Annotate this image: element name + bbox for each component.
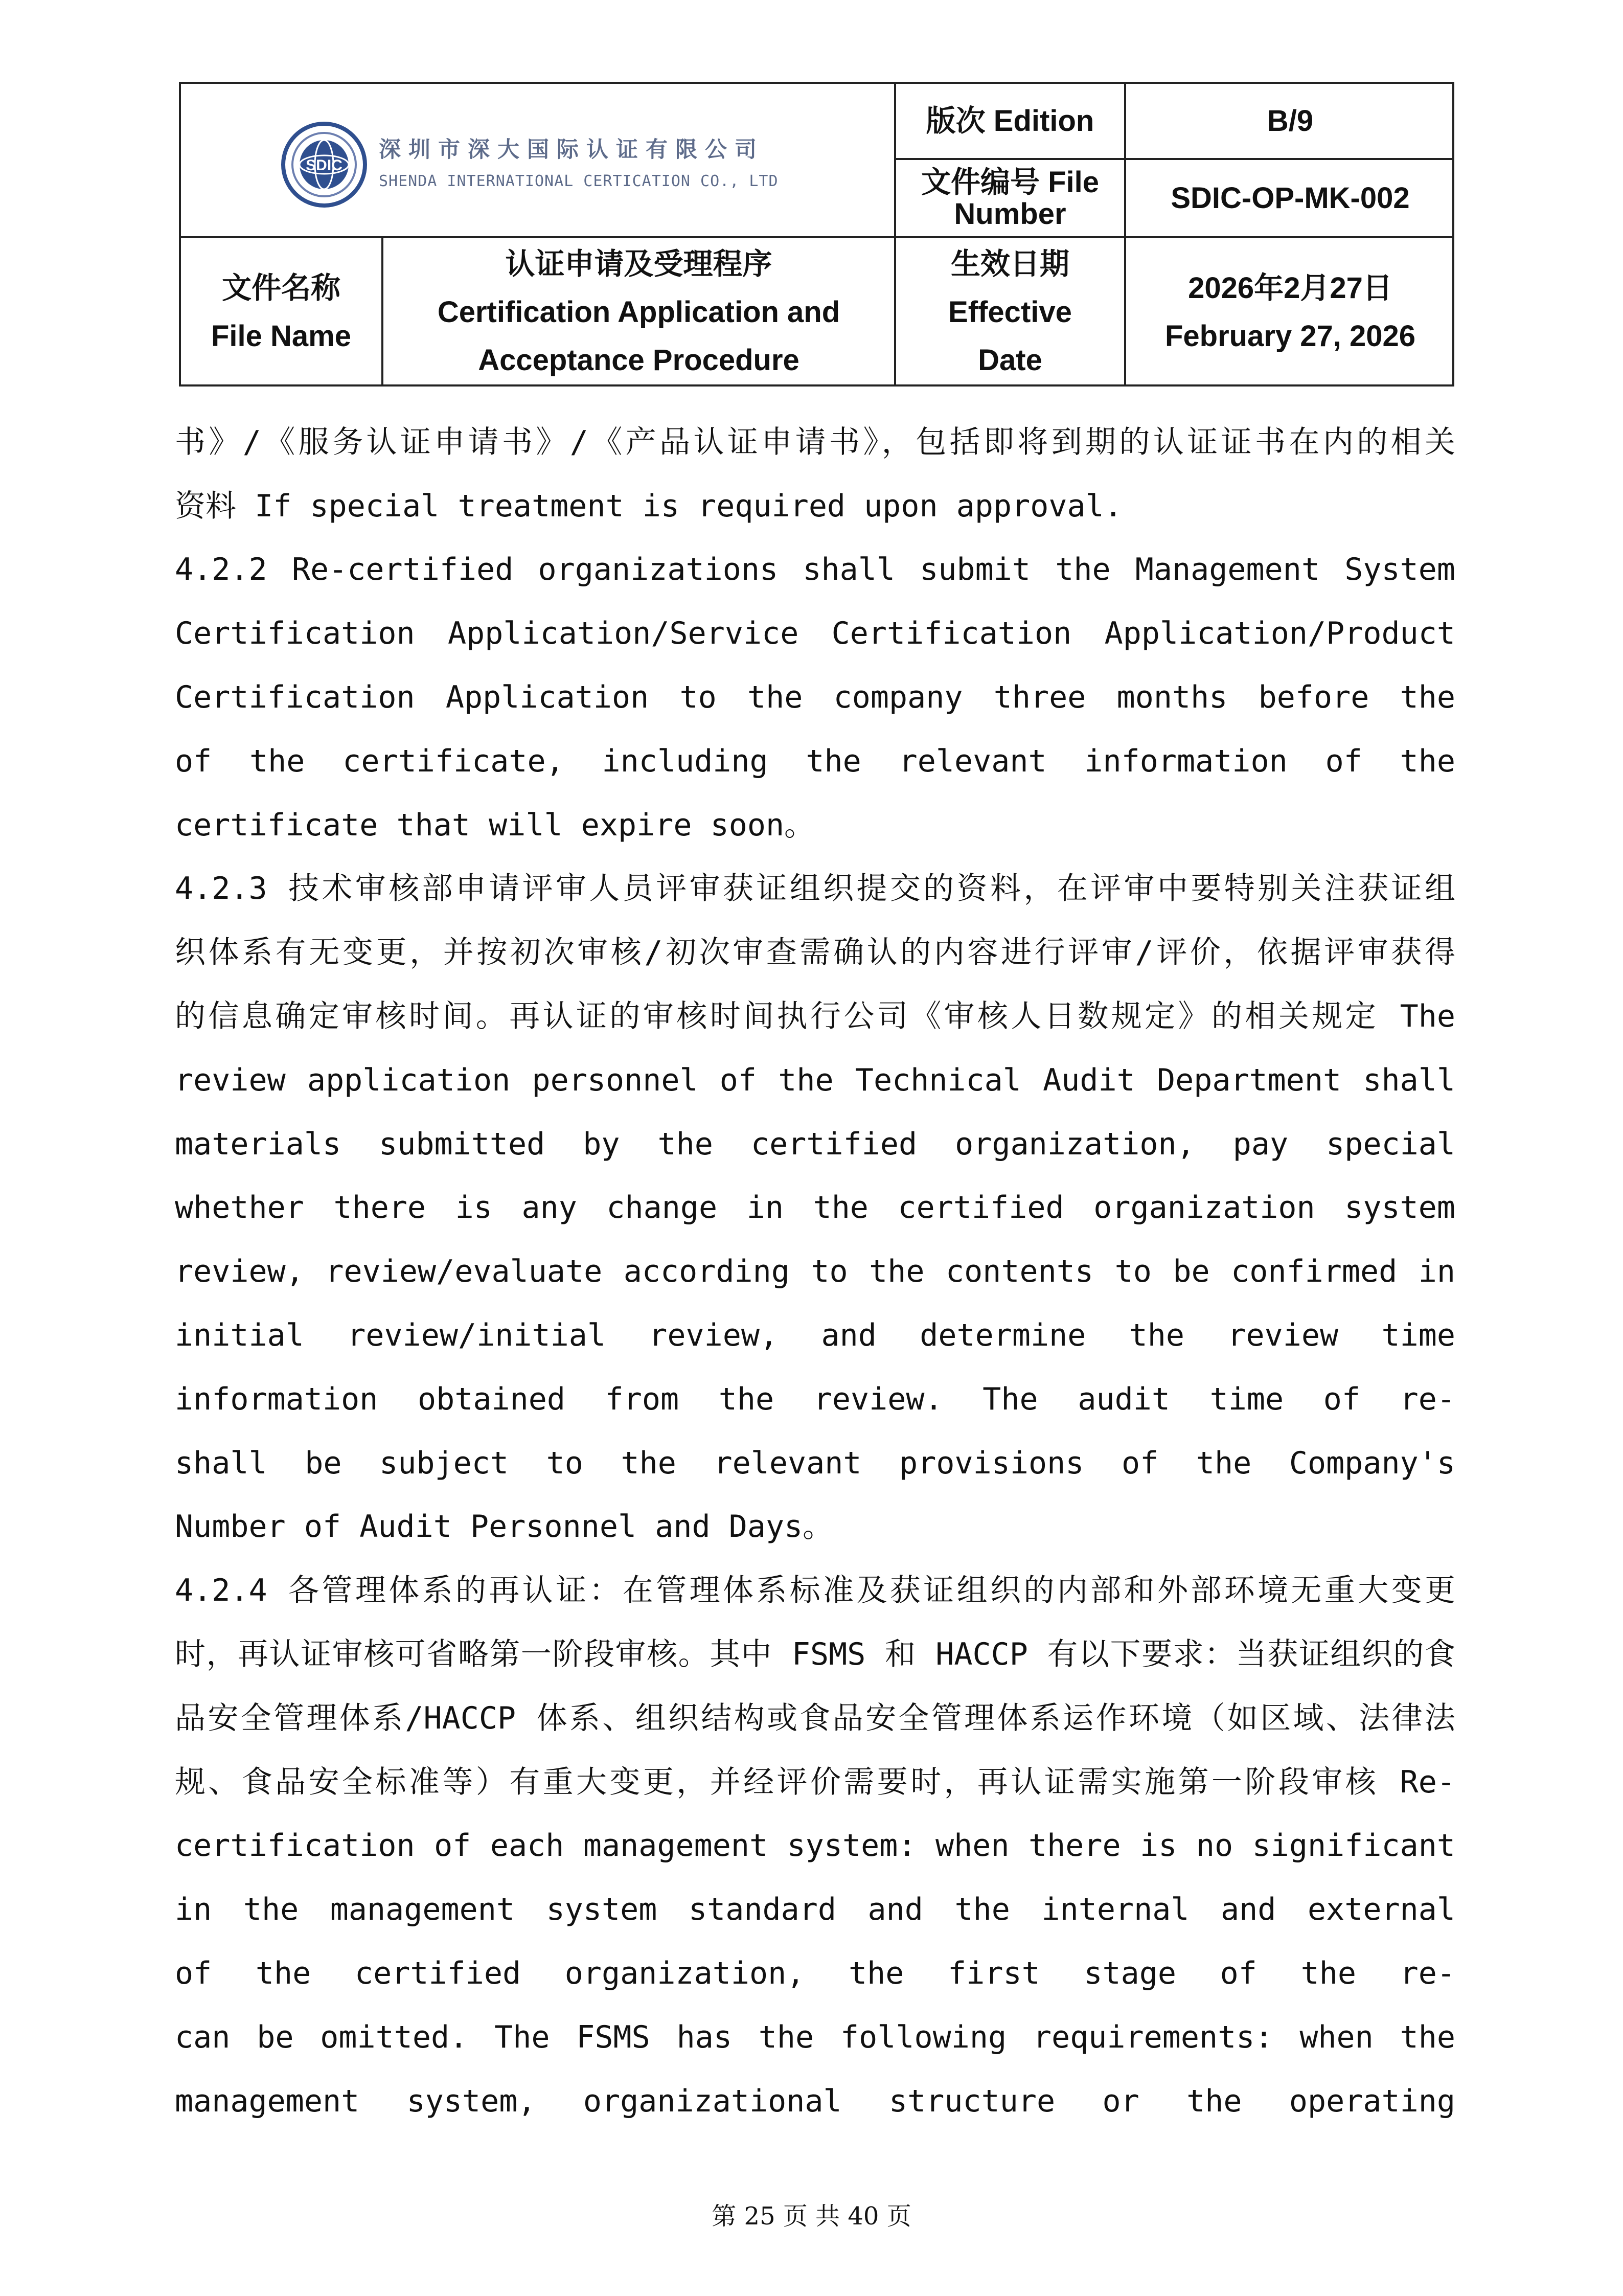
body-line: certification of each management system: when there is no significant xyxy=(175,1828,1455,1863)
body-line: certificate that will expire soon。 xyxy=(175,807,815,843)
file-name-value-line2: Certification Application and xyxy=(437,295,840,329)
body-line: materials submitted by the certified organization, pay special xyxy=(175,1126,1455,1162)
body-line: 时，再认证审核可省略第一阶段审核。其中 FSMS 和 HACCP 有以下要求：当获证组织的食 xyxy=(175,1636,1455,1672)
page-number-footer: 第 25 页 共 40 页 xyxy=(712,2202,911,2231)
body-line: 资料 If special treatment is required upon approval. xyxy=(175,488,1123,524)
body-line: whether there is any change in the certified organization system xyxy=(175,1190,1455,1225)
body-line: Certification Application to the company three months before the xyxy=(175,679,1455,715)
file-number-label-line2: Number xyxy=(954,197,1066,231)
body-line: can be omitted. The FSMS has the following requirements: when the xyxy=(175,2019,1455,2055)
effective-date-value-en: February 27, 2026 xyxy=(1164,320,1416,353)
edition-value-cell xyxy=(1126,84,1454,158)
effective-date-label-line1: 生效日期 xyxy=(950,247,1069,281)
body-line: in the management system standard and the internal and external xyxy=(175,1892,1455,1927)
file-number-label-line1: 文件编号 File xyxy=(921,165,1100,199)
company-name-en: SHENDA INTERNATIONAL CERTICATION CO., LTD xyxy=(379,172,779,190)
effective-date-value-cell xyxy=(1126,238,1454,387)
file-name-value-line3: Acceptance Procedure xyxy=(478,344,799,377)
edition-value: B/9 xyxy=(1267,104,1314,138)
file-name-label-cell xyxy=(181,238,381,387)
body-line: Certification Application/Service Certification Application/Product xyxy=(175,616,1455,651)
effective-date-value-cn: 2026年2月27日 xyxy=(1188,271,1392,305)
file-name-label-line2: File Name xyxy=(211,320,351,353)
body-line: 的信息确定审核时间。再认证的审核时间执行公司《审核人日数规定》的相关规定 The xyxy=(175,998,1455,1034)
body-line: shall be subject to the relevant provisions of the Company's xyxy=(175,1445,1455,1481)
seal-text: SDIC xyxy=(306,157,342,174)
effective-date-label-line2: Effective xyxy=(948,295,1072,329)
body-line: information obtained from the review. The audit time of re- xyxy=(175,1381,1455,1417)
effective-date-label-cell xyxy=(896,238,1124,387)
body-line: Number of Audit Personnel and Days。 xyxy=(175,1509,834,1544)
file-name-value-cell xyxy=(383,238,894,387)
body-line: initial review/initial review, and determine the review time xyxy=(175,1317,1455,1353)
file-number-label-cell xyxy=(896,160,1124,236)
file-name-label-line1: 文件名称 xyxy=(221,271,340,305)
effective-date-label-line3: Date xyxy=(978,344,1042,377)
body-line: of the certificate, including the relevant information of the xyxy=(175,743,1455,779)
file-name-value-line1: 认证申请及受理程序 xyxy=(505,247,772,281)
body-line: 规、食品安全标准等）有重大变更，并经评价需要时，再认证需实施第一阶段审核 Re- xyxy=(175,1764,1455,1800)
company-logo xyxy=(281,121,996,208)
edition-label: 版次 Edition xyxy=(926,104,1094,138)
body-line: 4.2.4 各管理体系的再认证：在管理体系标准及获证组织的内部和外部环境无重大变更 xyxy=(175,1573,1455,1608)
document-header-table xyxy=(179,82,1454,387)
body-line: 书》/《服务认证申请书》/《产品认证申请书》，包括即将到期的认证证书在内的相关 xyxy=(175,424,1455,460)
body-line: 4.2.3 技术审核部申请评审人员评审获证组织提交的资料，在评审中要特别关注获证组 xyxy=(175,871,1455,906)
body-line: 品安全管理体系/HACCP 体系、组织结构或食品安全管理体系运作环境（如区域、法律法 xyxy=(175,1700,1455,1736)
body-line: review application personnel of the Technical Audit Department shall xyxy=(175,1062,1455,1098)
body-line: management system, organizational structure or the operating xyxy=(175,2083,1455,2119)
edition-label-cell xyxy=(896,84,1124,158)
file-number-value: SDIC-OP-MK-002 xyxy=(1171,181,1410,215)
body-line: review, review/evaluate according to the contents to be confirmed in xyxy=(175,1254,1455,1289)
company-name-cn: 深圳市深大国际认证有限公司 xyxy=(379,137,764,163)
company-seal-icon xyxy=(281,121,368,208)
body-line: 织体系有无变更，并按初次审核/初次审查需确认的内容进行评审/评价，依据评审获得 xyxy=(175,935,1455,970)
body-line: 4.2.2 Re-certified organizations shall submit the Management System xyxy=(175,552,1455,587)
body-line: of the certified organization, the first stage of the re- xyxy=(175,1956,1455,1991)
file-number-value-cell xyxy=(1126,160,1454,236)
